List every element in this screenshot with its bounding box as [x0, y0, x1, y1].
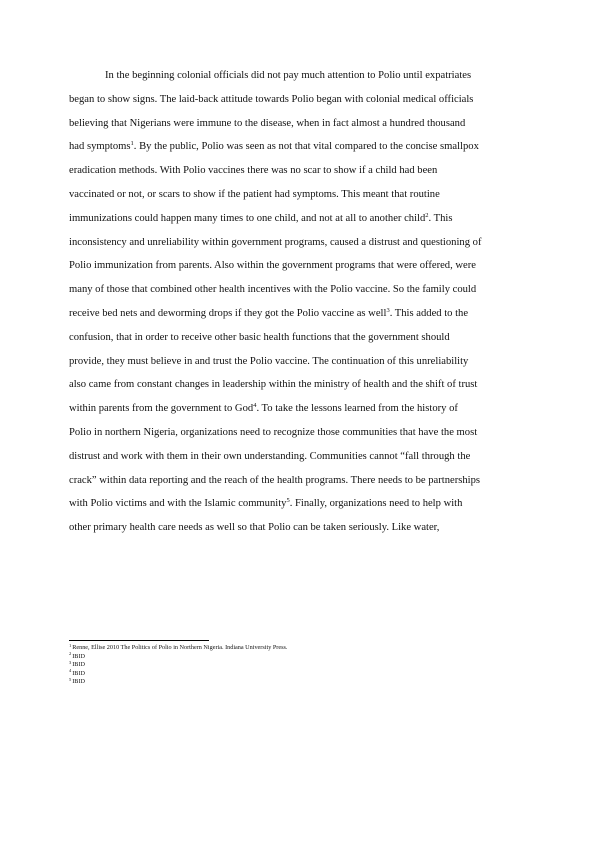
paragraph-line: In the beginning colonial officials did not pay much attention to Polio until expatriates [105, 70, 472, 81]
paragraph-line: Polio in northern Nigeria, organizations need to recognize those communities that have the most [69, 426, 478, 438]
paragraph-line: Polio immunization from parents. Also within the government programs that were offered, were [69, 260, 476, 272]
paragraph-line: had symptoms$^1$. By the public, Polio was seen as not that vital compared to the concise smallpox [69, 140, 479, 153]
paragraph-line: began to show signs. The laid-back attitude towards Polio began with colonial medical officials [69, 93, 474, 105]
footnotes [69, 644, 529, 687]
footnote-text: IBID [72, 669, 85, 677]
footnote-number: 2 [69, 651, 72, 657]
footnote-2 [69, 653, 529, 662]
paragraph-line: crack” within data reporting and the reach of the health programs. There needs to be partnerships [69, 474, 481, 486]
paragraph-line: believing that Nigerians were immune to the disease, when in fact almost a hundred thousand [69, 117, 466, 129]
footnote-ref-2[interactable]: 2 [425, 211, 429, 219]
footnote-text: Renne, Ellise 2010 The Politics of Polio in Northern Nigeria. Indiana University Press. [72, 644, 288, 651]
footnote-number: 3 [69, 659, 72, 665]
paragraph-line: also came from constant changes in leadership within the ministry of health and the shift of trust [69, 379, 478, 391]
footnote-text: IBID [72, 652, 85, 660]
footnote-4 [69, 670, 529, 679]
paragraph-line: provide, they must believe in and trust the Polio vaccine. The continuation of this unreliability [69, 355, 469, 367]
footnote-number: 5 [69, 676, 72, 682]
footnote-1 [69, 644, 529, 653]
footnote-text: IBID [72, 678, 85, 686]
footnote-text: IBID [72, 661, 85, 669]
footnote-number: 1 [69, 642, 72, 648]
footnote-number: 4 [69, 668, 72, 674]
paragraph-line: immunizations could happen many times to one child, and not at all to another child$^2$. This [69, 211, 453, 224]
paragraph-line: inconsistency and unreliability within government programs, caused a distrust and questioning of [69, 236, 482, 248]
footnote-ref-1[interactable]: 1 [130, 140, 134, 148]
paragraph-line: many of those that combined other health incentives with the Polio vaccine. So the family could [69, 284, 477, 296]
body-paragraph [69, 64, 529, 540]
paragraph-line: within parents from the government to God$^4$. To take the lessons learned from the history of [69, 402, 458, 415]
paragraph-line: eradication methods. With Polio vaccines there was no scar to show if a child had been [69, 165, 438, 177]
paragraph-line: other primary health care needs as well so that Polio can be taken seriously. Like water, [69, 522, 440, 534]
paragraph-line: receive bed nets and deworming drops if they got the Polio vaccine as well$^3$. This added to the [69, 306, 469, 319]
footnote-separator [69, 640, 209, 641]
footnote-5 [69, 678, 529, 687]
paragraph-line: vaccinated or not, or scars to show if the patient had symptoms. This meant that routine [69, 188, 440, 200]
footnote-ref-3[interactable]: 3 [386, 306, 390, 314]
paragraph-line: confusion, that in order to receive other basic health functions that the government should [69, 331, 450, 343]
footnote-3 [69, 661, 529, 670]
paragraph-line: with Polio victims and with the Islamic community$^5$. Finally, organizations need to help with [69, 497, 463, 510]
footnote-ref-4[interactable]: 4 [253, 402, 257, 410]
paragraph-line: distrust and work with them in their own understanding. Communities cannot “fall through the [69, 450, 471, 462]
footnote-ref-5[interactable]: 5 [286, 497, 290, 505]
